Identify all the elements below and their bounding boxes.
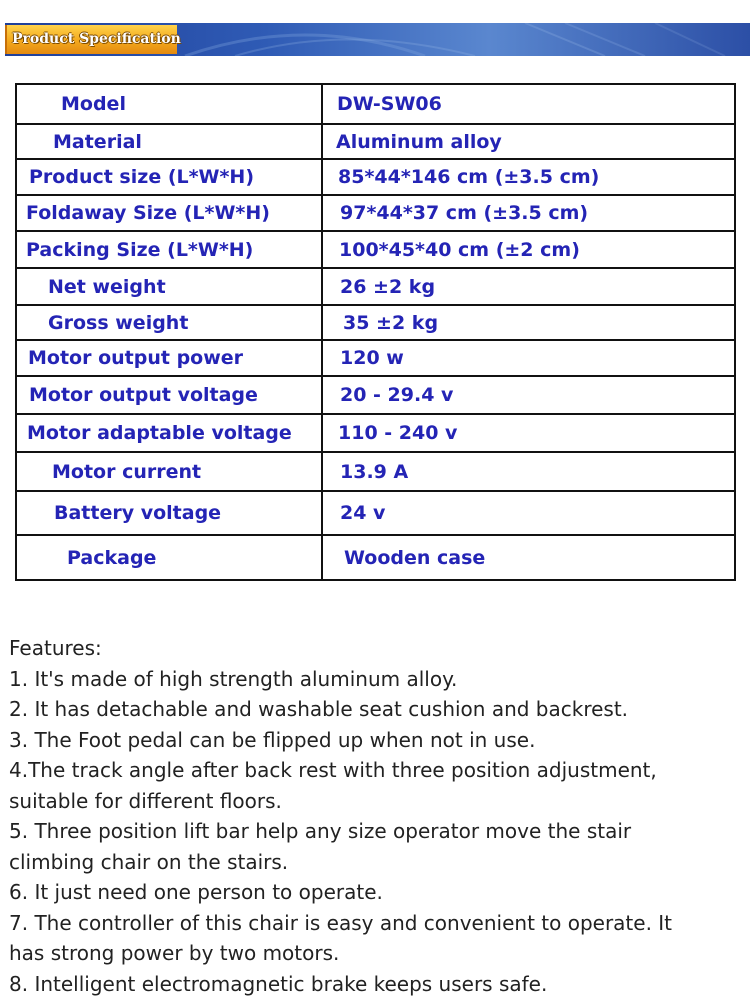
feature-line: 1. It's made of high strength aluminum alloy. bbox=[9, 666, 458, 691]
table-row bbox=[16, 452, 735, 491]
spec-label: Product size (L*W*H) bbox=[16, 159, 322, 195]
table-row bbox=[16, 491, 735, 535]
table-row bbox=[16, 195, 735, 231]
spec-label: Net weight bbox=[16, 268, 322, 305]
features-section bbox=[9, 633, 750, 999]
spec-label: Foldaway Size (L*W*H) bbox=[16, 195, 322, 231]
spec-label: Motor current bbox=[16, 452, 322, 491]
spec-label: Gross weight bbox=[16, 305, 322, 340]
spec-value: 20 - 29.4 v bbox=[322, 376, 735, 414]
features-heading: Features: bbox=[9, 636, 102, 660]
feature-line: 2. It has detachable and washable seat cushion and backrest. bbox=[9, 697, 629, 721]
spec-value: Aluminum alloy bbox=[322, 124, 735, 159]
spec-label: Motor adaptable voltage bbox=[16, 414, 322, 452]
table-row bbox=[16, 535, 735, 580]
spec-value: 85*44*146 cm (±3.5 cm) bbox=[322, 159, 735, 195]
table-row bbox=[16, 84, 735, 124]
spec-table bbox=[15, 83, 736, 581]
spec-label: Package bbox=[16, 535, 322, 580]
spec-value: 97*44*37 cm (±3.5 cm) bbox=[322, 195, 735, 231]
feature-line: 6. It just need one person to operate. bbox=[9, 880, 383, 904]
spec-value: 100*45*40 cm (±2 cm) bbox=[322, 231, 735, 268]
spec-value: 110 - 240 v bbox=[322, 414, 735, 452]
feature-line: has strong power by two motors. bbox=[9, 941, 340, 965]
spec-label: Motor output voltage bbox=[16, 376, 322, 414]
table-row bbox=[16, 268, 735, 305]
table-row bbox=[16, 305, 735, 340]
feature-line: 3. The Foot pedal can be flipped up when not in use. bbox=[9, 727, 536, 752]
table-row bbox=[16, 124, 735, 159]
section-title: Product Specification bbox=[5, 25, 177, 54]
feature-line: 4.The track angle after back rest with three position adjustment, bbox=[9, 758, 657, 782]
header-banner bbox=[5, 23, 750, 56]
spec-label: Model bbox=[16, 84, 322, 124]
feature-line: 5. Three position lift bar help any size operator move the stair bbox=[9, 819, 632, 843]
table-row bbox=[16, 231, 735, 268]
spec-label: Motor output power bbox=[16, 340, 322, 376]
table-row bbox=[16, 376, 735, 414]
spec-value: Wooden case bbox=[322, 535, 735, 580]
table-row bbox=[16, 159, 735, 195]
table-row bbox=[16, 414, 735, 452]
table-row bbox=[16, 340, 735, 376]
feature-line: suitable for different floors. bbox=[9, 788, 282, 813]
spec-value: 24 v bbox=[322, 491, 735, 535]
spec-value: 13.9 A bbox=[322, 452, 735, 491]
spec-value: 35 ±2 kg bbox=[322, 305, 735, 340]
spec-label: Battery voltage bbox=[16, 491, 322, 535]
spec-label: Packing Size (L*W*H) bbox=[16, 231, 322, 268]
spec-value: 120 w bbox=[322, 340, 735, 376]
feature-line: climbing chair on the stairs. bbox=[9, 849, 289, 874]
feature-line: 8. Intelligent electromagnetic brake keeps users safe. bbox=[9, 971, 548, 996]
spec-label: Material bbox=[16, 124, 322, 159]
feature-line: 7. The controller of this chair is easy and convenient to operate. It bbox=[9, 910, 673, 935]
spec-value: DW-SW06 bbox=[322, 84, 735, 124]
spec-value: 26 ±2 kg bbox=[322, 268, 735, 305]
